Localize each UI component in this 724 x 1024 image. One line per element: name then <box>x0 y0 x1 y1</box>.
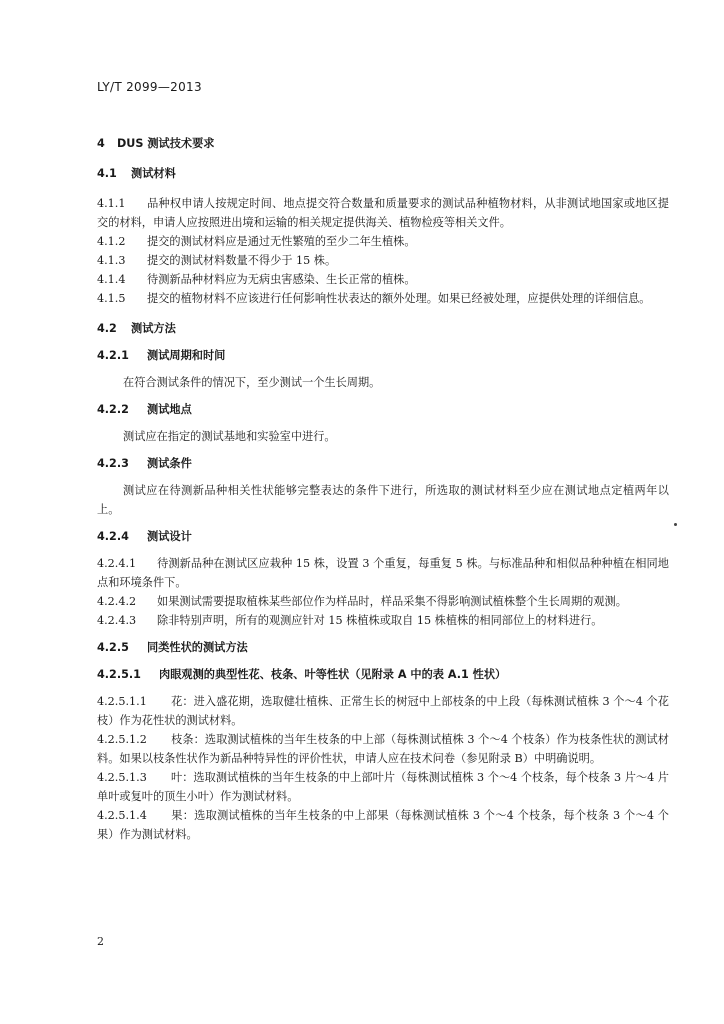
clause-4-1-4 <box>97 270 669 289</box>
section-4-2-heading <box>97 319 669 338</box>
clause-text: 品种权申请人按规定时间、地点提交符合数量和质量要求的测试品种植物材料，从非测试地国家或地区提交的材料，申请人应按照进出境和运输的相关规定提供海关、植物检疫等相关文件。 <box>97 197 669 229</box>
section-title: 测试方法 <box>131 322 176 335</box>
clause-text: 果：选取测试植株的当年生枝条的中上部果（每株测试植株 3 个～4 个枝条，每个枝条 3 个～4 个果）作为测试材料。 <box>97 809 669 841</box>
clause-text: 提交的测试材料应是通过无性繁殖的至少二年生植株。 <box>147 235 416 248</box>
standard-code: LY/T 2099—2013 <box>97 80 202 94</box>
section-number: 4.2.1 <box>97 349 129 362</box>
document-body <box>97 134 669 844</box>
clause-4-2-4-2 <box>97 592 669 611</box>
clause-number: 4.1.5 <box>97 292 126 305</box>
section-title: 测试设计 <box>147 530 192 543</box>
clause-number: 4.1.3 <box>97 254 126 267</box>
section-title: 测试材料 <box>131 167 176 180</box>
clause-number: 4.2.4.2 <box>97 595 137 608</box>
section-4-2-3-heading <box>97 454 669 473</box>
section-4-2-5-1-heading <box>97 665 669 684</box>
clause-number: 4.2.4.1 <box>97 557 137 570</box>
clause-4-2-5-1-3 <box>97 768 669 806</box>
clause-number: 4.2.5.1.2 <box>97 733 147 746</box>
clause-number: 4.1.2 <box>97 235 126 248</box>
section-number: 4.2.5 <box>97 641 129 654</box>
section-title: 测试地点 <box>147 403 192 416</box>
scan-speck <box>674 523 677 526</box>
section-title: 同类性状的测试方法 <box>147 641 248 654</box>
section-title: 肉眼观测的典型性花、枝条、叶等性状（见附录 A 中的表 A.1 性状） <box>159 668 507 681</box>
section-4-heading <box>97 134 669 153</box>
section-title: 测试周期和时间 <box>147 349 226 362</box>
clause-4-1-3 <box>97 251 669 270</box>
section-number: 4.1 <box>97 167 117 180</box>
clause-number: 4.2.5.1.4 <box>97 809 147 822</box>
section-number: 4.2.5.1 <box>97 668 141 681</box>
paragraph-4-2-3: 测试应在待测新品种相关性状能够完整表达的条件下进行，所选取的测试材料至少应在测试地点定植两年以上。 <box>97 484 669 516</box>
clause-number: 4.1.4 <box>97 273 126 286</box>
section-number: 4 <box>97 137 105 150</box>
clause-4-1-1 <box>97 194 669 232</box>
clause-text: 待测新品种材料应为无病虫害感染、生长正常的植株。 <box>147 273 416 286</box>
section-4-2-1-heading <box>97 346 669 365</box>
paragraph-4-2-1: 在符合测试条件的情况下，至少测试一个生长周期。 <box>123 376 381 389</box>
clause-text: 叶：选取测试植株的当年生枝条的中上部叶片（每株测试植株 3 个～4 个枝条，每个枝条 3 片～4 片单叶或复叶的顶生小叶）作为测试材料。 <box>97 771 669 803</box>
clause-4-1-2 <box>97 232 669 251</box>
section-4-2-4-heading <box>97 527 669 546</box>
clause-4-2-4-1 <box>97 554 669 592</box>
clause-number: 4.2.5.1.3 <box>97 771 147 784</box>
clause-4-2-5-1-1 <box>97 692 669 730</box>
clause-text: 花：进入盛花期，选取健壮植株、正常生长的树冠中上部枝条的中上段（每株测试植株 3 个～4 个花枝）作为花性状的测试材料。 <box>97 695 669 727</box>
section-4-2-5-heading <box>97 638 669 657</box>
clause-text: 提交的测试材料数量不得少于 15 株。 <box>147 254 337 267</box>
section-title: 测试条件 <box>147 457 192 470</box>
clause-number: 4.2.5.1.1 <box>97 695 147 708</box>
clause-text: 如果测试需要提取植株某些部位作为样品时，样品采集不得影响测试植株整个生长周期的观测。 <box>157 595 627 608</box>
clause-text: 枝条：选取测试植株的当年生枝条的中上部（每株测试植株 3 个～4 个枝条）作为枝条性状的测试材料。如果以枝条性状作为新品种特异性的评价性状，申请人应在技术问卷（参见附录 B）中明确说明。 <box>97 733 669 765</box>
section-4-2-2-heading <box>97 400 669 419</box>
clause-4-2-4-3 <box>97 611 669 630</box>
clause-4-1-5 <box>97 289 669 308</box>
clause-number: 4.2.4.3 <box>97 614 137 627</box>
page-number: 2 <box>97 935 104 948</box>
clause-text: 提交的植物材料不应该进行任何影响性状表达的额外处理。如果已经被处理，应提供处理的详细信息。 <box>147 292 651 305</box>
section-number: 4.2.3 <box>97 457 129 470</box>
section-number: 4.2.4 <box>97 530 129 543</box>
clause-number: 4.1.1 <box>97 197 126 210</box>
section-number: 4.2 <box>97 322 117 335</box>
paragraph-4-2-2: 测试应在指定的测试基地和实验室中进行。 <box>123 430 336 443</box>
section-4-1-heading <box>97 164 669 183</box>
clause-4-2-5-1-4 <box>97 806 669 844</box>
clause-text: 除非特别声明，所有的观测应针对 15 株植株或取自 15 株植株的相同部位上的材料进行。 <box>157 614 603 627</box>
section-number: 4.2.2 <box>97 403 129 416</box>
section-title: DUS 测试技术要求 <box>117 137 215 150</box>
clause-text: 待测新品种在测试区应栽种 15 株，设置 3 个重复，每重复 5 株。与标准品种和相似品种种植在相同地点和环境条件下。 <box>97 557 669 589</box>
clause-4-2-5-1-2 <box>97 730 669 768</box>
